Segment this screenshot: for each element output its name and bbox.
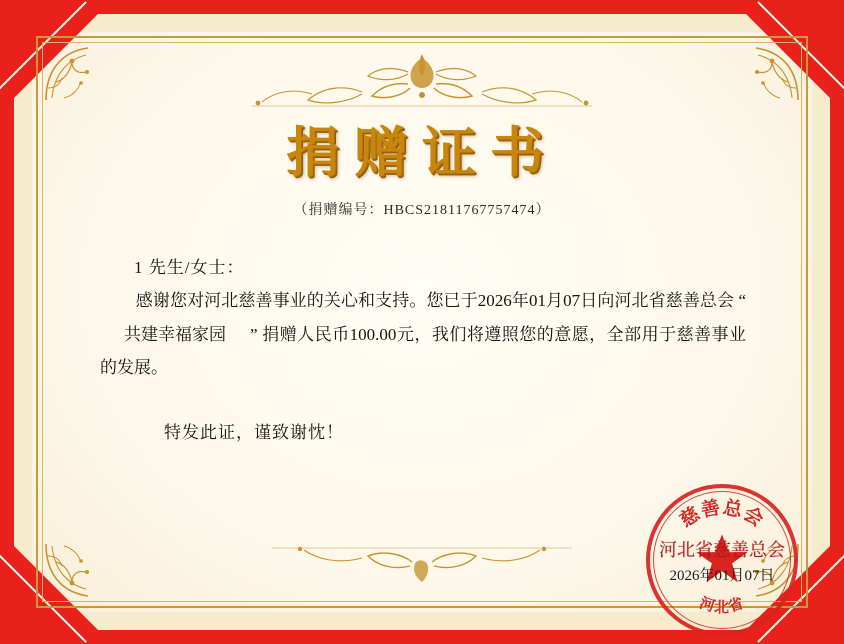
donation-serial-number: （捐赠编号：HBCS21811767757474） — [293, 203, 551, 219]
project-name: 共建幸福家园 — [124, 324, 226, 344]
corner-flourish-icon-top-left — [42, 42, 130, 104]
body-tail-text: ，我们将遵照您的意愿，全部用于慈善事业的发展。 — [100, 324, 747, 377]
donation-amount: 100.00元 — [349, 324, 415, 344]
issuing-organization: 河北省慈善总会 — [659, 539, 785, 560]
body-middle-text-2: ” 捐赠人民币 — [250, 324, 350, 344]
seal-bottom-arc-label: 河北省 — [697, 595, 747, 616]
body-lead-text: 感谢您对河北慈善事业的关心和支持。您已于 — [135, 291, 478, 311]
official-seal-icon — [646, 484, 798, 636]
donation-date: 2026年01月07日 — [477, 291, 598, 311]
body-paragraph — [92, 284, 752, 383]
closing-line: 特发此证，谨致谢忱！ — [164, 422, 344, 442]
seal-arc-bottom-text — [646, 484, 798, 636]
issue-date: 2026年01月07日 — [669, 567, 775, 584]
footer-ornament-icon — [212, 540, 632, 596]
header-ornament-icon — [212, 48, 632, 112]
body-middle-text: 向河北省慈善总会 “ — [597, 291, 747, 311]
svg-text:河北省 — [697, 595, 746, 616]
seal-arc-label: 慈善总会 — [676, 497, 768, 532]
corner-flourish-icon-top-right — [714, 42, 802, 104]
salutation-line: 1 先生/女士： — [134, 258, 245, 278]
corner-flourish-icon-bottom-left — [42, 540, 130, 602]
page-title: 捐赠证书 — [286, 123, 558, 183]
certificate-content — [92, 108, 752, 536]
